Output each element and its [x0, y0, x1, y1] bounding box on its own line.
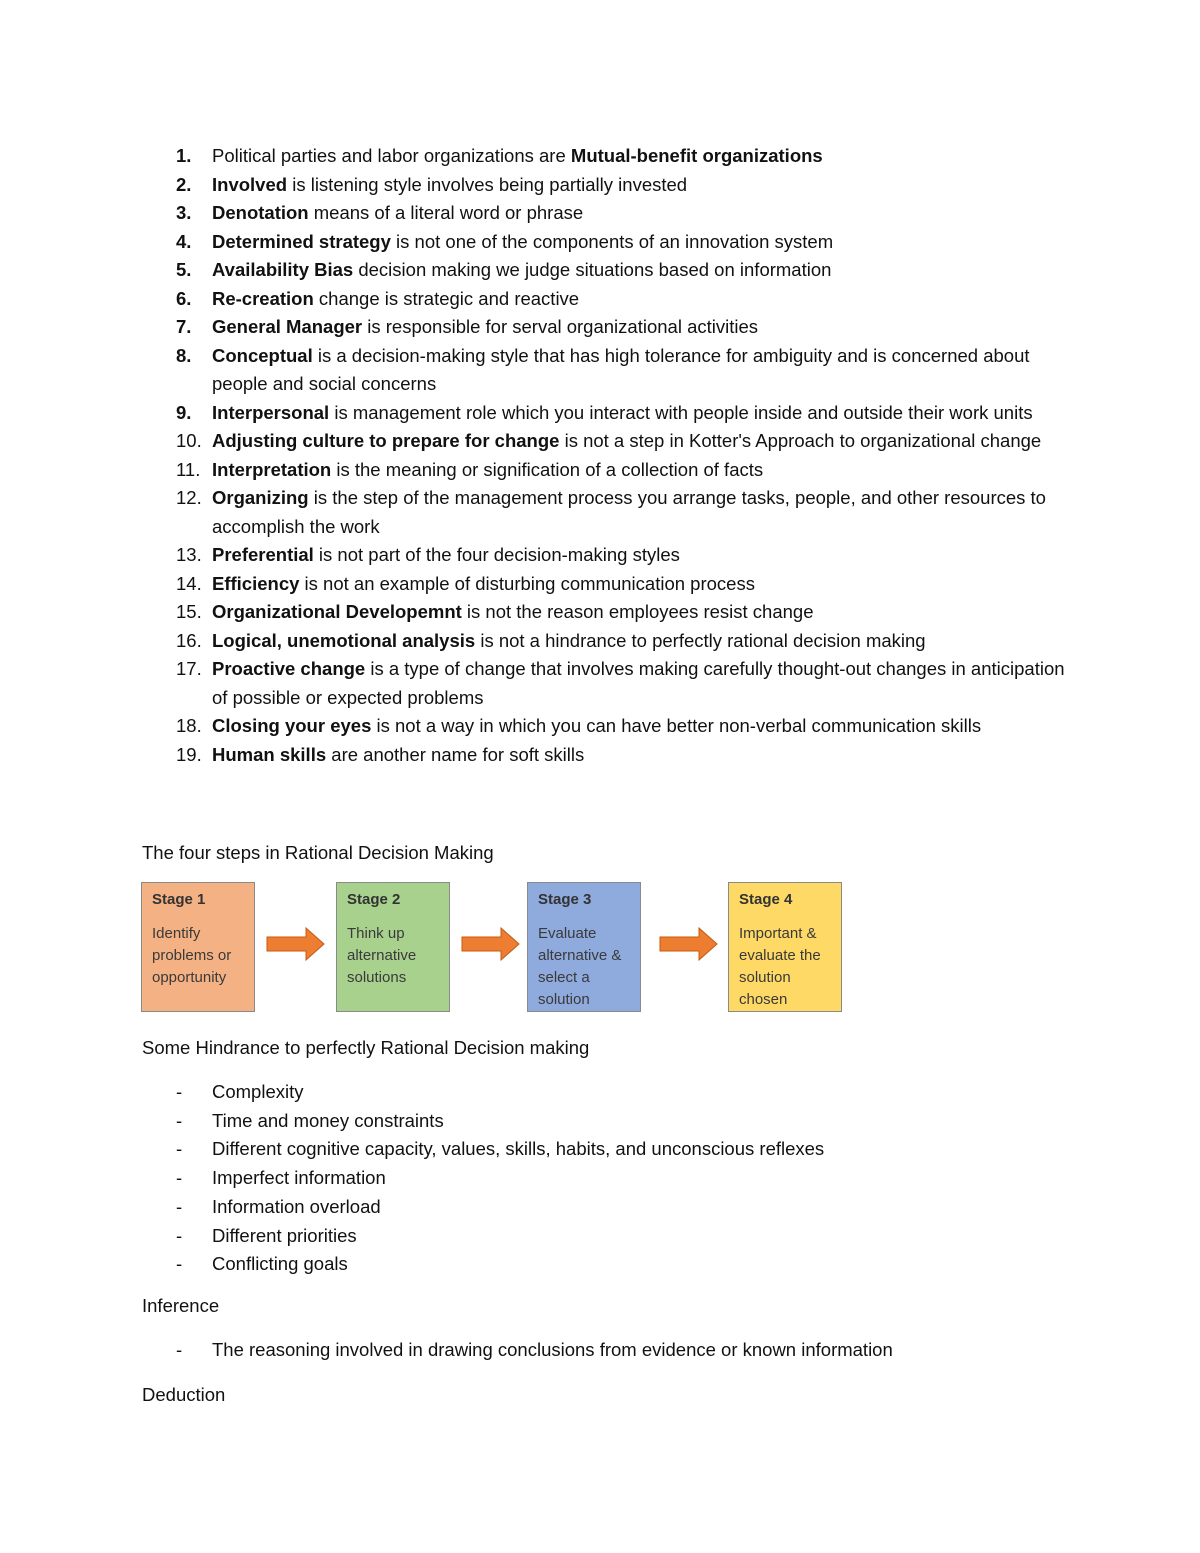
hindrance-list: [176, 1078, 1076, 1279]
list-text: [212, 285, 1076, 314]
item-description: is not an example of disturbing communication process: [299, 572, 755, 594]
list-text: [212, 199, 1076, 228]
list-item: [176, 1250, 1076, 1279]
list-number: 2.: [176, 173, 192, 195]
list-text: [212, 228, 1076, 257]
list-text: [212, 741, 1076, 770]
list-text: [212, 399, 1076, 428]
list-text: [212, 712, 1076, 741]
list-item: [176, 541, 1076, 570]
list-number: 5.: [176, 259, 192, 280]
bold-term: Denotation: [212, 202, 309, 223]
list-number: 10.: [176, 430, 202, 451]
list-item: [176, 1135, 1076, 1164]
list-number: 16.: [176, 629, 202, 651]
list-item: [176, 598, 1076, 627]
bold-term: Availability Bias: [212, 259, 354, 280]
item-description: is responsible for serval organizational activities: [362, 316, 759, 337]
list-item: [176, 228, 1076, 257]
list-number: 14.: [176, 572, 202, 594]
list-text: Complexity: [212, 1081, 304, 1102]
stage-description: Identify problems or opportunity: [152, 925, 232, 986]
list-text: [212, 171, 1076, 200]
list-text: [212, 570, 1076, 599]
hindrance-heading: Some Hindrance to perfectly Rational Decision making: [142, 1037, 590, 1058]
stage-box: [527, 882, 641, 1012]
list-number: 19.: [176, 743, 202, 765]
right-arrow-icon: [461, 926, 521, 962]
bold-term: Re-creation: [212, 287, 314, 309]
dash-bullet: -: [176, 1195, 183, 1217]
bold-term: Interpretation: [212, 458, 332, 480]
list-text: The reasoning involved in drawing conclusions from evidence or known information: [212, 1339, 893, 1360]
item-description: is the step of the management process you arrange tasks, people, and other resources to accomplish the work: [212, 487, 1046, 537]
list-text: [212, 313, 1076, 342]
dash-bullet: -: [176, 1167, 183, 1189]
list-number: 7.: [176, 316, 192, 337]
inference-list: [176, 1336, 1076, 1365]
item-description: is not a hindrance to perfectly rational decision making: [475, 629, 926, 651]
list-number: 3.: [176, 202, 192, 223]
list-item: [176, 142, 1076, 171]
dash-bullet: -: [176, 1138, 183, 1160]
dash-bullet: -: [176, 1109, 183, 1131]
item-description: decision making we judge situations based on information: [353, 259, 832, 280]
inference-heading: Inference: [142, 1295, 220, 1316]
bold-term: Interpersonal: [212, 401, 330, 423]
list-item: [176, 627, 1076, 656]
item-description: is not a step in Kotter's Approach to organizational change: [559, 430, 1042, 451]
list-number: 9.: [176, 401, 192, 423]
list-text: [212, 484, 1076, 541]
list-item: [176, 313, 1076, 342]
stage-description: Think up alternative solutions: [347, 925, 417, 986]
right-arrow-icon: [266, 926, 326, 962]
item-description: is not part of the four decision-making styles: [313, 544, 680, 565]
list-item: [176, 1222, 1076, 1251]
list-text: [212, 456, 1076, 485]
bold-term: Determined strategy: [212, 230, 391, 252]
bold-term: General Manager: [212, 316, 363, 337]
list-item: [176, 741, 1076, 770]
bold-term: Organizational Developemnt: [212, 601, 462, 622]
list-number: 12.: [176, 487, 202, 508]
stage-description: Important & evaluate the solution chosen: [739, 925, 821, 1008]
stage-box: [141, 882, 255, 1012]
list-item: [176, 199, 1076, 228]
list-item: [176, 1336, 1076, 1365]
item-description: is not the reason employees resist change: [461, 601, 814, 622]
dash-bullet: -: [176, 1224, 183, 1246]
item-description: is not one of the components of an innovation system: [390, 230, 834, 252]
list-number: 8.: [176, 344, 192, 366]
item-description: Political parties and labor organizations are: [212, 145, 571, 166]
numbered-list: [176, 142, 1076, 769]
bold-term: Closing your eyes: [212, 715, 372, 736]
list-text: Time and money constraints: [212, 1109, 444, 1131]
list-text: Different priorities: [212, 1224, 357, 1246]
item-description: is not a way in which you can have better non-verbal communication skills: [371, 715, 982, 736]
list-text: [212, 427, 1076, 456]
item-description: are another name for soft skills: [326, 743, 585, 765]
list-item: [176, 256, 1076, 285]
rational-decision-diagram: [141, 882, 851, 1016]
item-description: is a type of change that involves making carefully thought-out changes in anticipation of possible or expected problems: [212, 658, 1065, 708]
list-text: [212, 598, 1076, 627]
stage-title: Stage 4: [739, 891, 793, 908]
item-description: means of a literal word or phrase: [308, 202, 584, 223]
list-item: [176, 1164, 1076, 1193]
bold-term: Proactive change: [212, 658, 366, 679]
bold-term: Preferential: [212, 544, 314, 565]
dash-bullet: -: [176, 1339, 183, 1360]
list-text: [212, 142, 1076, 171]
list-item: [176, 1107, 1076, 1136]
list-item: [176, 171, 1076, 200]
list-number: 18.: [176, 715, 202, 736]
list-text: Information overload: [212, 1195, 381, 1217]
stage-title: Stage 3: [538, 891, 592, 908]
stage-description: Evaluate alternative & select a solution: [538, 925, 622, 1008]
bold-term: Human skills: [212, 743, 327, 765]
list-text: [212, 627, 1076, 656]
list-number: 4.: [176, 230, 192, 252]
list-text: Imperfect information: [212, 1167, 386, 1189]
bold-term: Adjusting culture to prepare for change: [212, 430, 560, 451]
list-number: 11.: [176, 458, 201, 480]
list-item: [176, 570, 1076, 599]
list-item: [176, 456, 1076, 485]
four-steps-heading: The four steps in Rational Decision Making: [142, 842, 494, 863]
right-arrow-icon: [659, 926, 719, 962]
bold-term: Logical, unemotional analysis: [212, 629, 476, 651]
dash-bullet: -: [176, 1253, 183, 1275]
list-item: [176, 712, 1076, 741]
list-item: [176, 1193, 1076, 1222]
list-number: 17.: [176, 658, 202, 679]
bold-term: Mutual-benefit organizations: [570, 145, 823, 166]
list-text: [212, 541, 1076, 570]
bold-term: Efficiency: [212, 572, 300, 594]
list-number: 1.: [176, 145, 192, 166]
bold-term: Involved: [212, 173, 288, 195]
list-number: 13.: [176, 544, 202, 565]
list-number: 15.: [176, 601, 202, 622]
stage-title: Stage 1: [152, 891, 206, 908]
list-text: [212, 256, 1076, 285]
list-item: [176, 484, 1076, 541]
dash-bullet: -: [176, 1081, 183, 1102]
deduction-heading: Deduction: [142, 1384, 226, 1405]
list-text: [212, 655, 1076, 712]
stage-box: [336, 882, 450, 1012]
item-description: is the meaning or signification of a collection of facts: [331, 458, 764, 480]
list-item: [176, 285, 1076, 314]
list-text: [212, 342, 1076, 399]
stage-title: Stage 2: [347, 891, 401, 908]
stage-box: [728, 882, 842, 1012]
list-text: Different cognitive capacity, values, skills, habits, and unconscious reflexes: [212, 1138, 825, 1160]
bold-term: Organizing: [212, 487, 309, 508]
list-item: [176, 655, 1076, 712]
list-item: [176, 427, 1076, 456]
item-description: is listening style involves being partially invested: [287, 173, 688, 195]
list-text: Conflicting goals: [212, 1253, 348, 1275]
list-item: [176, 342, 1076, 399]
item-description: change is strategic and reactive: [313, 287, 580, 309]
list-number: 6.: [176, 287, 192, 309]
list-item: [176, 399, 1076, 428]
bold-term: Conceptual: [212, 344, 313, 366]
item-description: is a decision-making style that has high tolerance for ambiguity and is concerned about people and social concerns: [212, 344, 1030, 394]
item-description: is management role which you interact with people inside and outside their work units: [329, 401, 1033, 423]
list-item: [176, 1078, 1076, 1107]
